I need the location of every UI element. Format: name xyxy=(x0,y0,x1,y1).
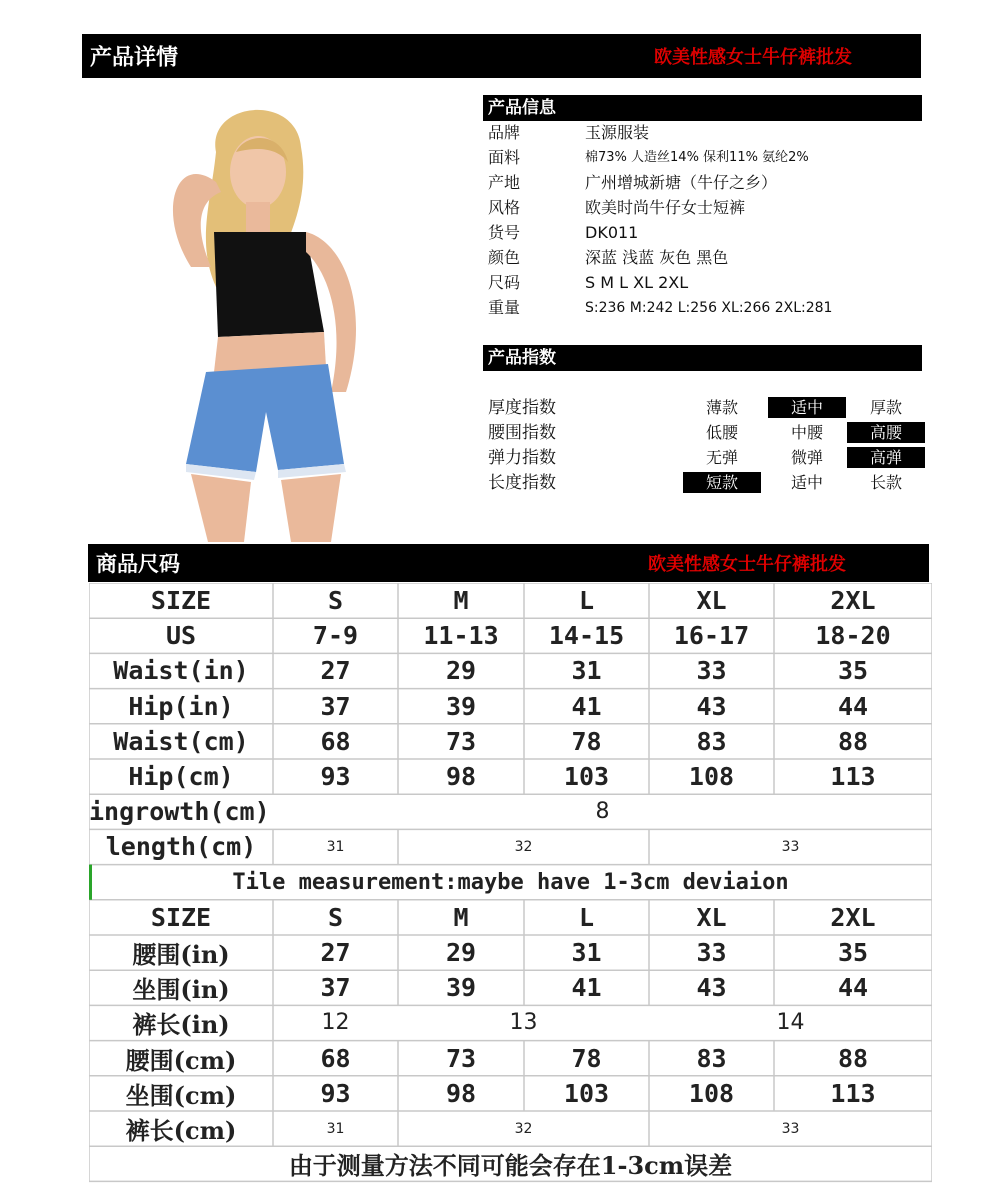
row-label: Waist(in) xyxy=(113,656,249,686)
table-cell: 68 xyxy=(320,1043,351,1073)
table-cell: 16-17 xyxy=(673,621,750,651)
info-key: 产地 xyxy=(488,173,521,192)
row-label: 坐围(in) xyxy=(132,975,230,1005)
index-option: 微弹 xyxy=(790,448,823,467)
index-row xyxy=(488,421,928,445)
header-bar xyxy=(82,34,921,78)
table-cell: 7-9 xyxy=(312,621,359,651)
index-option: 适中 xyxy=(790,473,823,492)
info-value: 棉73% 人造丝14% 保利11% 氨纶2% xyxy=(585,150,809,165)
index-row xyxy=(488,471,928,495)
table-header-cell: S xyxy=(327,586,344,616)
index-option: 长款 xyxy=(869,473,902,492)
table-cell: 93 xyxy=(320,762,351,792)
table-cell: 44 xyxy=(837,973,869,1003)
table-header-cell: L xyxy=(578,586,595,616)
table-header-cell: 2XL xyxy=(830,902,876,932)
table-cell: 31 xyxy=(571,938,602,968)
index-option-selected: 高弹 xyxy=(847,447,925,468)
table-cell: 83 xyxy=(696,1043,727,1073)
row-label: 裤长(in) xyxy=(132,1010,230,1040)
table-header-cell: L xyxy=(578,902,595,932)
row-label: 裤长(cm) xyxy=(125,1116,237,1146)
info-key: 颜色 xyxy=(488,248,521,267)
row-label: 腰围(cm) xyxy=(125,1045,237,1075)
info-key: 面料 xyxy=(488,148,521,167)
table-cell: 35 xyxy=(837,938,869,968)
row-label: US xyxy=(165,621,197,651)
header-tag: 欧美性感女士牛仔裤批发 xyxy=(654,47,852,68)
table-cell: 33 xyxy=(696,656,727,686)
info-value: S M L XL 2XL xyxy=(585,273,689,292)
table-cell: 31 xyxy=(326,838,345,855)
index-option: 中腰 xyxy=(790,423,823,442)
info-key: 品牌 xyxy=(488,123,521,142)
table-cell: 37 xyxy=(320,973,351,1003)
info-value: 深蓝 浅蓝 灰色 黑色 xyxy=(585,248,729,267)
table-header-cell: SIZE xyxy=(150,902,212,932)
info-value: 广州增城新塘（牛仔之乡） xyxy=(585,173,778,192)
table-cell: 32 xyxy=(514,838,533,855)
size-title: 商品尺码 xyxy=(96,551,180,576)
row-label: Hip(cm) xyxy=(128,762,234,792)
size-header-bar xyxy=(88,544,929,582)
table-cell: 31 xyxy=(326,1120,345,1137)
table-cell: 88 xyxy=(837,726,869,756)
table-cell: 11-13 xyxy=(423,621,499,651)
table-header-cell: 2XL xyxy=(830,586,876,616)
table-cell: 103 xyxy=(563,1078,610,1108)
table-cell: 39 xyxy=(445,973,477,1003)
index-key: 弹力指数 xyxy=(488,448,556,468)
measurement-note: 由于测量方法不同可能会存在1-3cm误差 xyxy=(288,1151,733,1181)
table-cell: 14 xyxy=(776,1010,805,1036)
table-cell: 29 xyxy=(445,938,477,968)
table-header-cell: XL xyxy=(696,902,727,932)
table-cell: 68 xyxy=(320,726,351,756)
table-cell: 41 xyxy=(571,973,602,1003)
index-key: 厚度指数 xyxy=(488,398,556,418)
info-key: 重量 xyxy=(488,298,521,317)
info-key: 尺码 xyxy=(488,273,521,292)
table-header-cell: S xyxy=(327,902,344,932)
index-option: 低腰 xyxy=(705,423,738,442)
table-cell: 78 xyxy=(571,726,602,756)
table-cell: 13 xyxy=(509,1010,538,1036)
row-label: 坐围(cm) xyxy=(125,1080,237,1110)
table-cell: 39 xyxy=(445,691,477,721)
page-title: 产品详情 xyxy=(90,44,179,71)
table-header-cell: M xyxy=(453,586,469,616)
info-value: 欧美时尚牛仔女士短裤 xyxy=(585,198,746,217)
table-cell: 78 xyxy=(571,1043,602,1073)
table-cell: 113 xyxy=(830,762,876,792)
table-header-cell: M xyxy=(453,902,469,932)
index-key: 腰围指数 xyxy=(488,423,556,443)
table-cell: 33 xyxy=(781,1120,800,1137)
index-key: 长度指数 xyxy=(488,473,556,493)
table-cell: 108 xyxy=(688,1078,735,1108)
product-info-header: 产品信息 xyxy=(483,95,922,121)
table-header-cell: XL xyxy=(696,586,727,616)
index-option-selected: 适中 xyxy=(768,397,846,418)
row-label: Waist(cm) xyxy=(113,726,249,756)
table-cell: 83 xyxy=(696,726,727,756)
row-label: ingrowth(cm) xyxy=(89,797,270,827)
table-cell: 108 xyxy=(688,762,735,792)
info-value: 玉源服装 xyxy=(585,123,650,142)
table-cell: 44 xyxy=(837,691,869,721)
table-cell: 32 xyxy=(514,1120,533,1137)
product-photo xyxy=(96,92,468,542)
table-cell: 12 xyxy=(321,1010,350,1036)
table-cell: 29 xyxy=(445,656,477,686)
index-row xyxy=(488,446,928,470)
table-cell: 43 xyxy=(696,691,727,721)
info-value: S:236 M:242 L:256 XL:266 2XL:281 xyxy=(585,300,833,316)
index-option: 薄款 xyxy=(705,398,738,417)
table-cell: 8 xyxy=(595,799,610,825)
table-cell: 33 xyxy=(781,838,800,855)
index-option: 无弹 xyxy=(705,448,738,467)
table-cell: 27 xyxy=(320,656,351,686)
table-cell: 14-15 xyxy=(548,621,625,651)
product-index-header: 产品指数 xyxy=(483,345,922,371)
index-option: 厚款 xyxy=(869,398,902,417)
index-option-selected: 高腰 xyxy=(847,422,925,443)
row-label: length(cm) xyxy=(105,832,257,862)
table-cell: 35 xyxy=(837,656,869,686)
table-cell: 98 xyxy=(445,1078,477,1108)
table-cell: 43 xyxy=(696,973,727,1003)
table-cell: 98 xyxy=(445,762,477,792)
table-cell: 18-20 xyxy=(815,621,891,651)
table-cell: 103 xyxy=(563,762,610,792)
table-cell: 93 xyxy=(320,1078,351,1108)
info-value: DK011 xyxy=(585,223,639,242)
info-key: 货号 xyxy=(488,223,521,242)
table-cell: 31 xyxy=(571,656,602,686)
table-header-cell: SIZE xyxy=(150,586,212,616)
index-row xyxy=(488,396,928,420)
measurement-note: Tile measurement:maybe have 1-3cm deviaion xyxy=(232,869,789,895)
row-label: 腰围(in) xyxy=(132,940,230,970)
table-cell: 88 xyxy=(837,1043,869,1073)
info-key: 风格 xyxy=(488,198,521,217)
index-option-selected: 短款 xyxy=(683,472,761,493)
size-header-tag: 欧美性感女士牛仔裤批发 xyxy=(648,554,846,575)
table-cell: 33 xyxy=(696,938,727,968)
table-cell: 73 xyxy=(445,1043,477,1073)
table-cell: 27 xyxy=(320,938,351,968)
row-label: Hip(in) xyxy=(128,691,234,721)
table-cell: 113 xyxy=(830,1078,876,1108)
table-cell: 41 xyxy=(571,691,602,721)
table-cell: 37 xyxy=(320,691,351,721)
table-cell: 73 xyxy=(445,726,477,756)
